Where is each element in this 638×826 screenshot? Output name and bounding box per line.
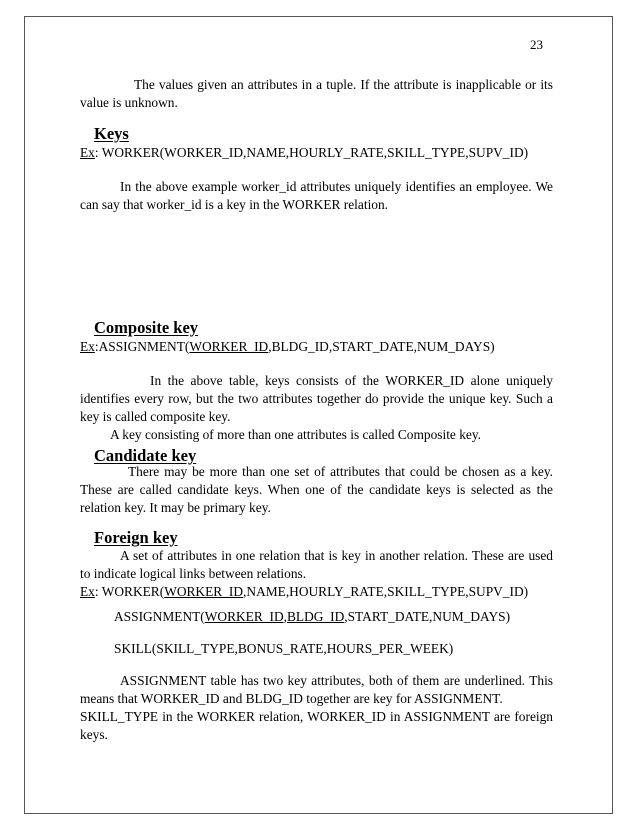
keys-heading: Keys (94, 124, 129, 143)
example-suffix: ,BLDG_ID,START_DATE,NUM_DAYS) (268, 339, 495, 354)
composite-key-definition: A key consisting of more than one attributes is called Composite key. (110, 427, 482, 442)
underlined-key: WORKER_ID (204, 609, 284, 624)
candidate-key-section (80, 463, 553, 517)
candidate-key-paragraph: There may be more than one set of attributes that could be chosen as a key. These are called candidate keys. When one of the candidate keys is selected as the relation key. It may be primary key. (80, 464, 553, 515)
example-prefix: :ASSIGNMENT( (94, 339, 190, 354)
foreign-key-notes (80, 672, 553, 744)
candidate-key-heading: Candidate key (94, 446, 197, 465)
example-prefix: ASSIGNMENT( (114, 609, 205, 624)
composite-key-heading: Composite key (94, 318, 199, 337)
ex-label: Ex (80, 145, 95, 160)
keys-explanation: In the above example worker_id attributes uniquely identifies an employee. We can say that worker_id is a key in the WORKER relation. (80, 179, 553, 212)
keys-example (80, 144, 553, 162)
example-comma: , (283, 609, 287, 624)
keys-example-text: : WORKER(WORKER_ID,NAME,HOURLY_RATE,SKILL_TYPE,SUPV_ID) (94, 145, 529, 160)
keys-section (80, 144, 553, 214)
ex-label: Ex (80, 339, 95, 354)
example-suffix: ,NAME,HOURLY_RATE,SKILL_TYPE,SUPV_ID) (243, 584, 529, 599)
intro-section (80, 76, 553, 112)
foreign-key-example-worker (80, 583, 553, 601)
example-prefix: : WORKER( (94, 584, 165, 599)
foreign-key-note-1: ASSIGNMENT table has two key attributes, both of them are underlined. This means that WORKER_ID and BLDG_ID together are key for ASSIGNMENT. (80, 673, 553, 706)
ex-label: Ex (80, 584, 95, 599)
underlined-key: WORKER_ID (164, 584, 244, 599)
composite-key-example (80, 338, 553, 356)
composite-key-section (80, 338, 553, 444)
page-number: 23 (530, 37, 543, 52)
foreign-key-example-assignment (114, 608, 510, 626)
underlined-key: WORKER_ID (189, 339, 269, 354)
foreign-key-definition: A set of attributes in one relation that is key in another relation. These are used to indicate logical links between relations. (80, 548, 553, 581)
underlined-key: BLDG_ID (286, 609, 345, 624)
foreign-key-section (80, 547, 553, 601)
foreign-key-example-skill: SKILL(SKILL_TYPE,BONUS_RATE,HOURS_PER_WEEK) (114, 641, 454, 656)
example-suffix: ,START_DATE,NUM_DAYS) (344, 609, 511, 624)
foreign-key-heading: Foreign key (94, 528, 178, 547)
intro-paragraph: The values given an attributes in a tuple. If the attribute is inapplicable or its value is unknown. (80, 77, 553, 110)
composite-key-explanation: In the above table, keys consists of the WORKER_ID alone uniquely identifies every row, but the two attributes together do provide the unique key. Such a key is called composite key. (80, 373, 553, 424)
foreign-key-note-2: SKILL_TYPE in the WORKER relation, WORKER_ID in ASSIGNMENT are foreign keys. (80, 709, 553, 742)
